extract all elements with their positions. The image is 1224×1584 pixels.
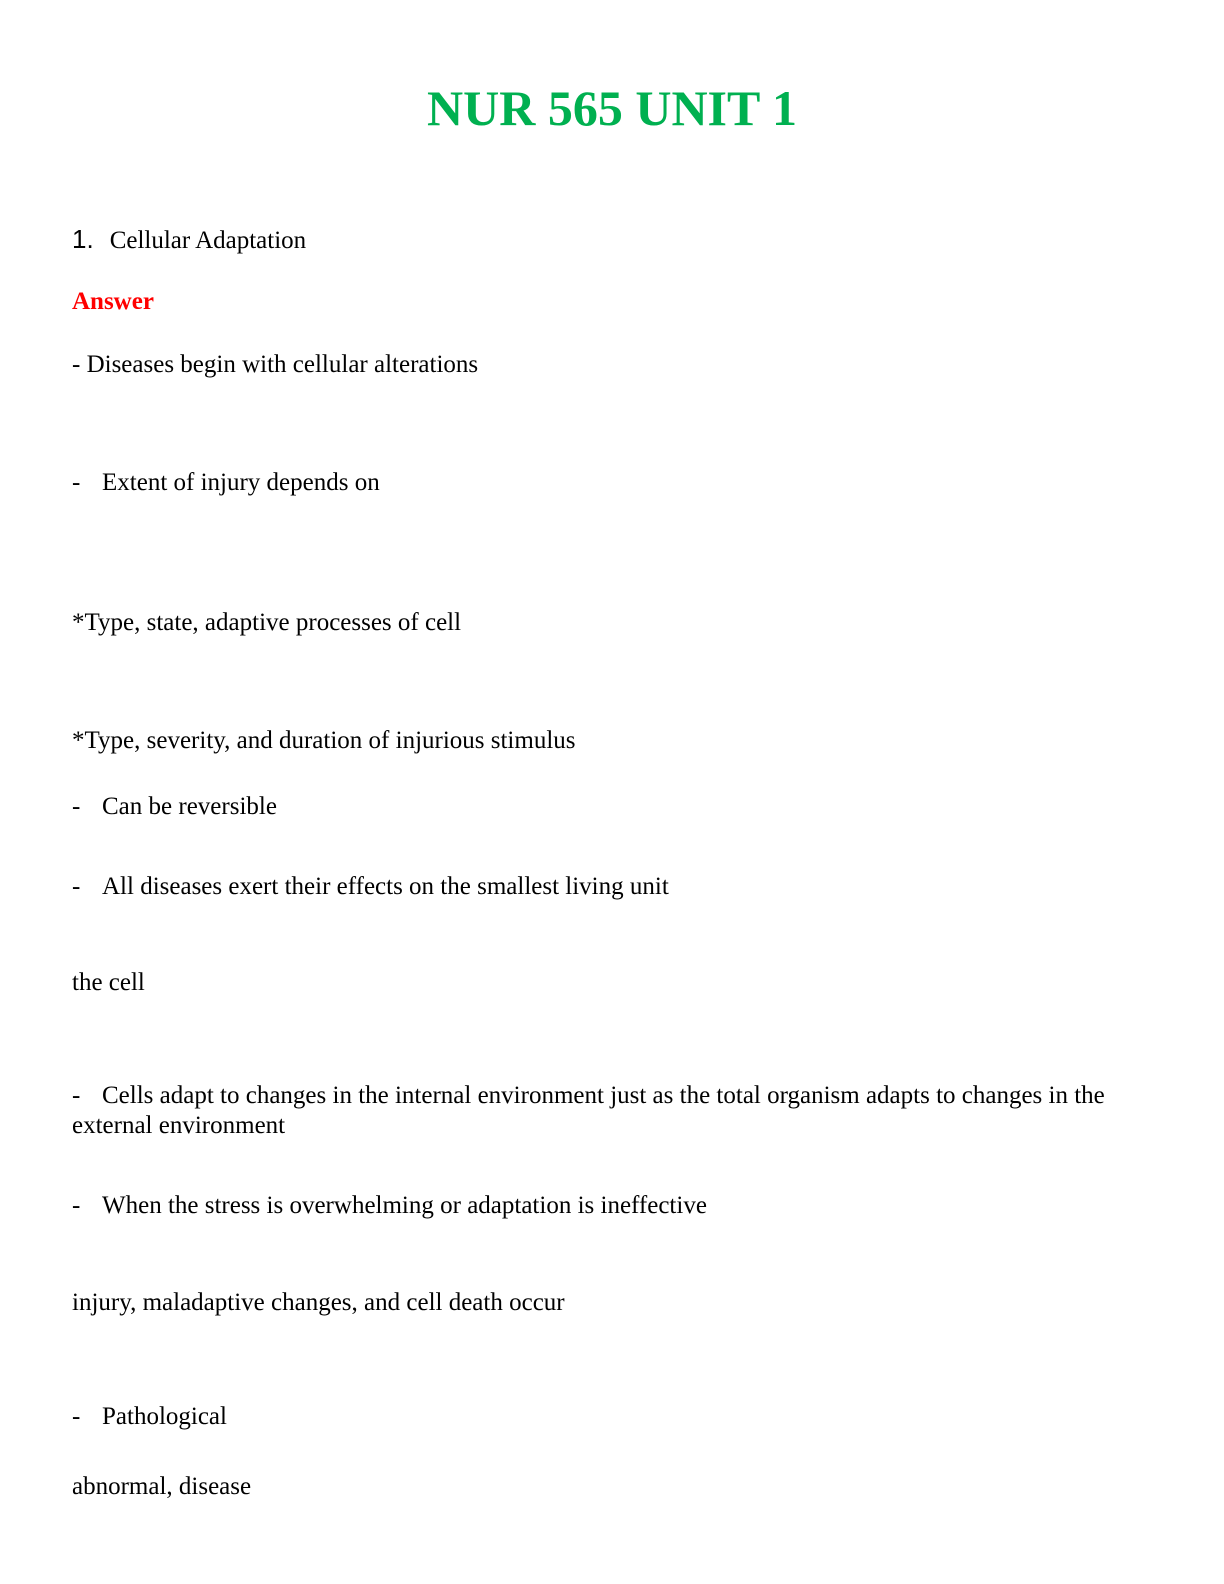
answer-line-text: abnormal, disease: [72, 1473, 252, 1500]
answer-line-text: the cell: [72, 969, 145, 996]
answer-line: [72, 1081, 1147, 1141]
answer-line: [72, 350, 478, 380]
answer-line-text: injury, maladaptive changes, and cell death occur: [72, 1289, 565, 1316]
answer-line: [72, 1472, 251, 1502]
question-number: 1.: [72, 224, 94, 254]
question-text: Cellular Adaptation: [109, 227, 307, 254]
bullet-dash: -: [72, 469, 81, 496]
answer-line-text: *Type, severity, and duration of injurious stimulus: [72, 727, 576, 754]
bullet-dash: -: [72, 1403, 81, 1430]
answer-line-text: Extent of injury depends on: [102, 469, 380, 496]
answer-line: [72, 792, 277, 822]
answer-line: [72, 468, 380, 498]
answer-line-text: Cells adapt to changes in the internal environment just as the total organism adapts to changes in the external environment: [72, 1082, 1105, 1139]
answer-line-text: Pathological: [102, 1403, 227, 1430]
answer-line-text: All diseases exert their effects on the smallest living unit: [102, 873, 669, 900]
answer-line-text: - Diseases begin with cellular alterations: [72, 351, 479, 378]
answer-line: [72, 1191, 707, 1221]
answer-line: [72, 726, 576, 756]
document-title: NUR 565 UNIT 1: [427, 80, 797, 136]
answer-line: [72, 1288, 565, 1318]
answer-line: [72, 872, 669, 902]
question-heading: [72, 224, 306, 256]
answer-line: [72, 608, 461, 638]
bullet-dash: -: [72, 873, 81, 900]
answer-line-text: Can be reversible: [102, 793, 277, 820]
bullet-dash: -: [72, 1082, 81, 1109]
answer-line-text: *Type, state, adaptive processes of cell: [72, 609, 462, 636]
answer-line: [72, 968, 145, 998]
bullet-dash: -: [72, 793, 81, 820]
answer-label: Answer: [72, 288, 154, 315]
answer-line-text: When the stress is overwhelming or adaptation is ineffective: [102, 1192, 707, 1219]
answer-line: [72, 1402, 227, 1432]
bullet-dash: -: [72, 1192, 81, 1219]
